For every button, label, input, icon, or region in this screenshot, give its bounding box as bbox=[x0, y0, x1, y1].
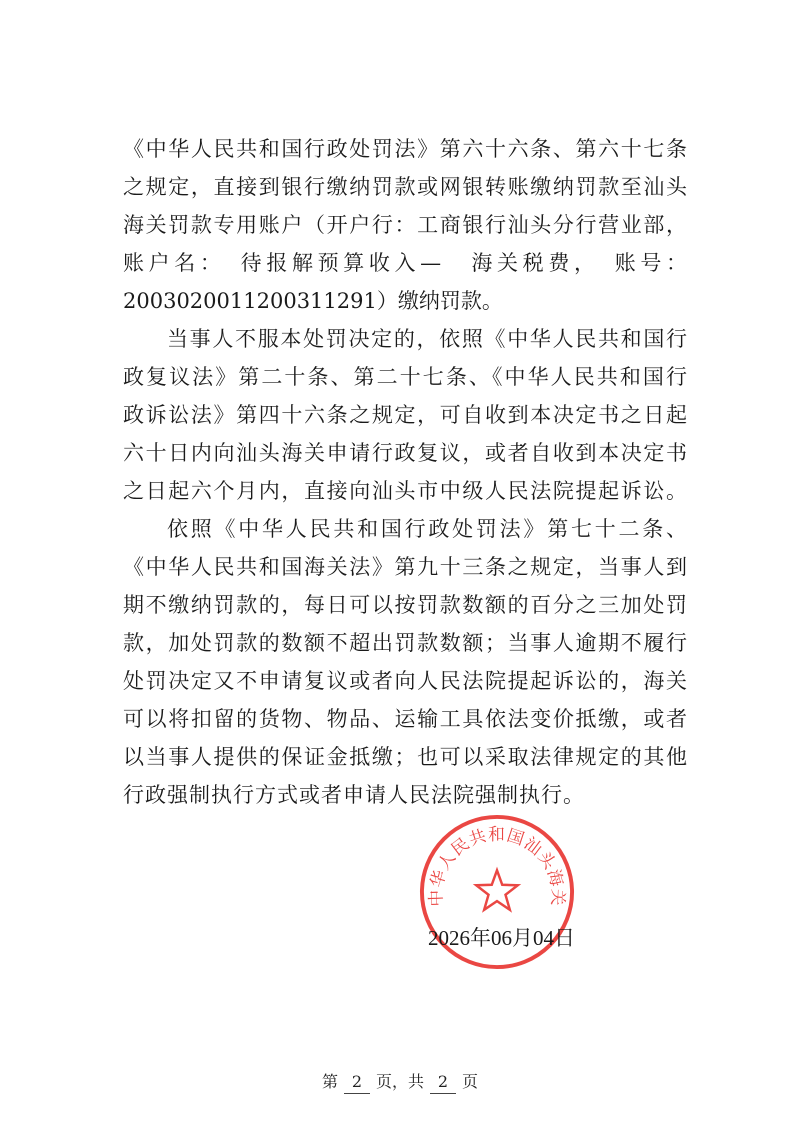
seal-text: 中华人民共和国汕头海关 bbox=[425, 823, 569, 908]
footer-total-pages: 2 bbox=[430, 1071, 456, 1094]
paragraph-1-line-3: 海关罚款专用账户（开户行：工商银行汕头分行营业部， bbox=[123, 213, 688, 237]
paragraph-2-line-2: 政复议法》第二十条、第二十七条、《中华人民共和国行 bbox=[123, 365, 688, 389]
paragraph-2-line-4: 六十日内向汕头海关申请行政复议，或者自收到本决定书 bbox=[123, 441, 688, 465]
page-footer bbox=[0, 1071, 800, 1094]
star-icon bbox=[476, 870, 517, 910]
paragraph-2-line-3: 政诉讼法》第四十六条之规定，可自收到本决定书之日起 bbox=[123, 403, 688, 427]
paragraph-3-line-1: 依照《中华人民共和国行政处罚法》第七十二条、 bbox=[167, 517, 688, 541]
paragraph-3-line-6: 可以将扣留的货物、物品、运输工具依法变价抵缴，或者 bbox=[123, 707, 688, 731]
paragraph-3-line-2: 《中华人民共和国海关法》第九十三条之规定，当事人到 bbox=[123, 555, 688, 579]
paragraph-3-line-3: 期不缴纳罚款的，每日可以按罚款数额的百分之三加处罚 bbox=[123, 593, 688, 617]
paragraph-1-line-1: 《中华人民共和国行政处罚法》第六十六条、第六十七条 bbox=[123, 137, 688, 161]
footer-suffix: 页 bbox=[462, 1072, 479, 1091]
document-date: 2026年06月04日 bbox=[428, 926, 575, 950]
paragraph-2-line-5: 之日起六个月内，直接向汕头市中级人民法院提起诉讼。 bbox=[123, 479, 688, 503]
paragraph-3-line-7: 以当事人提供的保证金抵缴；也可以采取法律规定的其他 bbox=[123, 745, 688, 769]
paragraph-1-line-2: 之规定，直接到银行缴纳罚款或网银转账缴纳罚款至汕头 bbox=[123, 175, 688, 199]
paragraph-3-line-5: 处罚决定又不申请复议或者向人民法院提起诉讼的，海关 bbox=[123, 669, 688, 693]
paragraph-3-line-8: 行政强制执行方式或者申请人民法院强制执行。 bbox=[123, 783, 585, 807]
paragraph-3-line-4: 款，加处罚款的数额不超出罚款数额；当事人逾期不履行 bbox=[123, 631, 688, 655]
footer-prefix: 第 bbox=[321, 1072, 338, 1091]
paragraph-1-line-4: 账户名： 待报解预算收入— 海关税费， 账号： bbox=[123, 251, 688, 275]
paragraph-1-line-5: 2003020011200311291）缴纳罚款。 bbox=[123, 289, 503, 313]
paragraph-2-line-1: 当事人不服本处罚决定的，依照《中华人民共和国行 bbox=[167, 327, 688, 351]
footer-middle: 页，共 bbox=[375, 1072, 424, 1091]
footer-page-number: 2 bbox=[344, 1071, 370, 1094]
